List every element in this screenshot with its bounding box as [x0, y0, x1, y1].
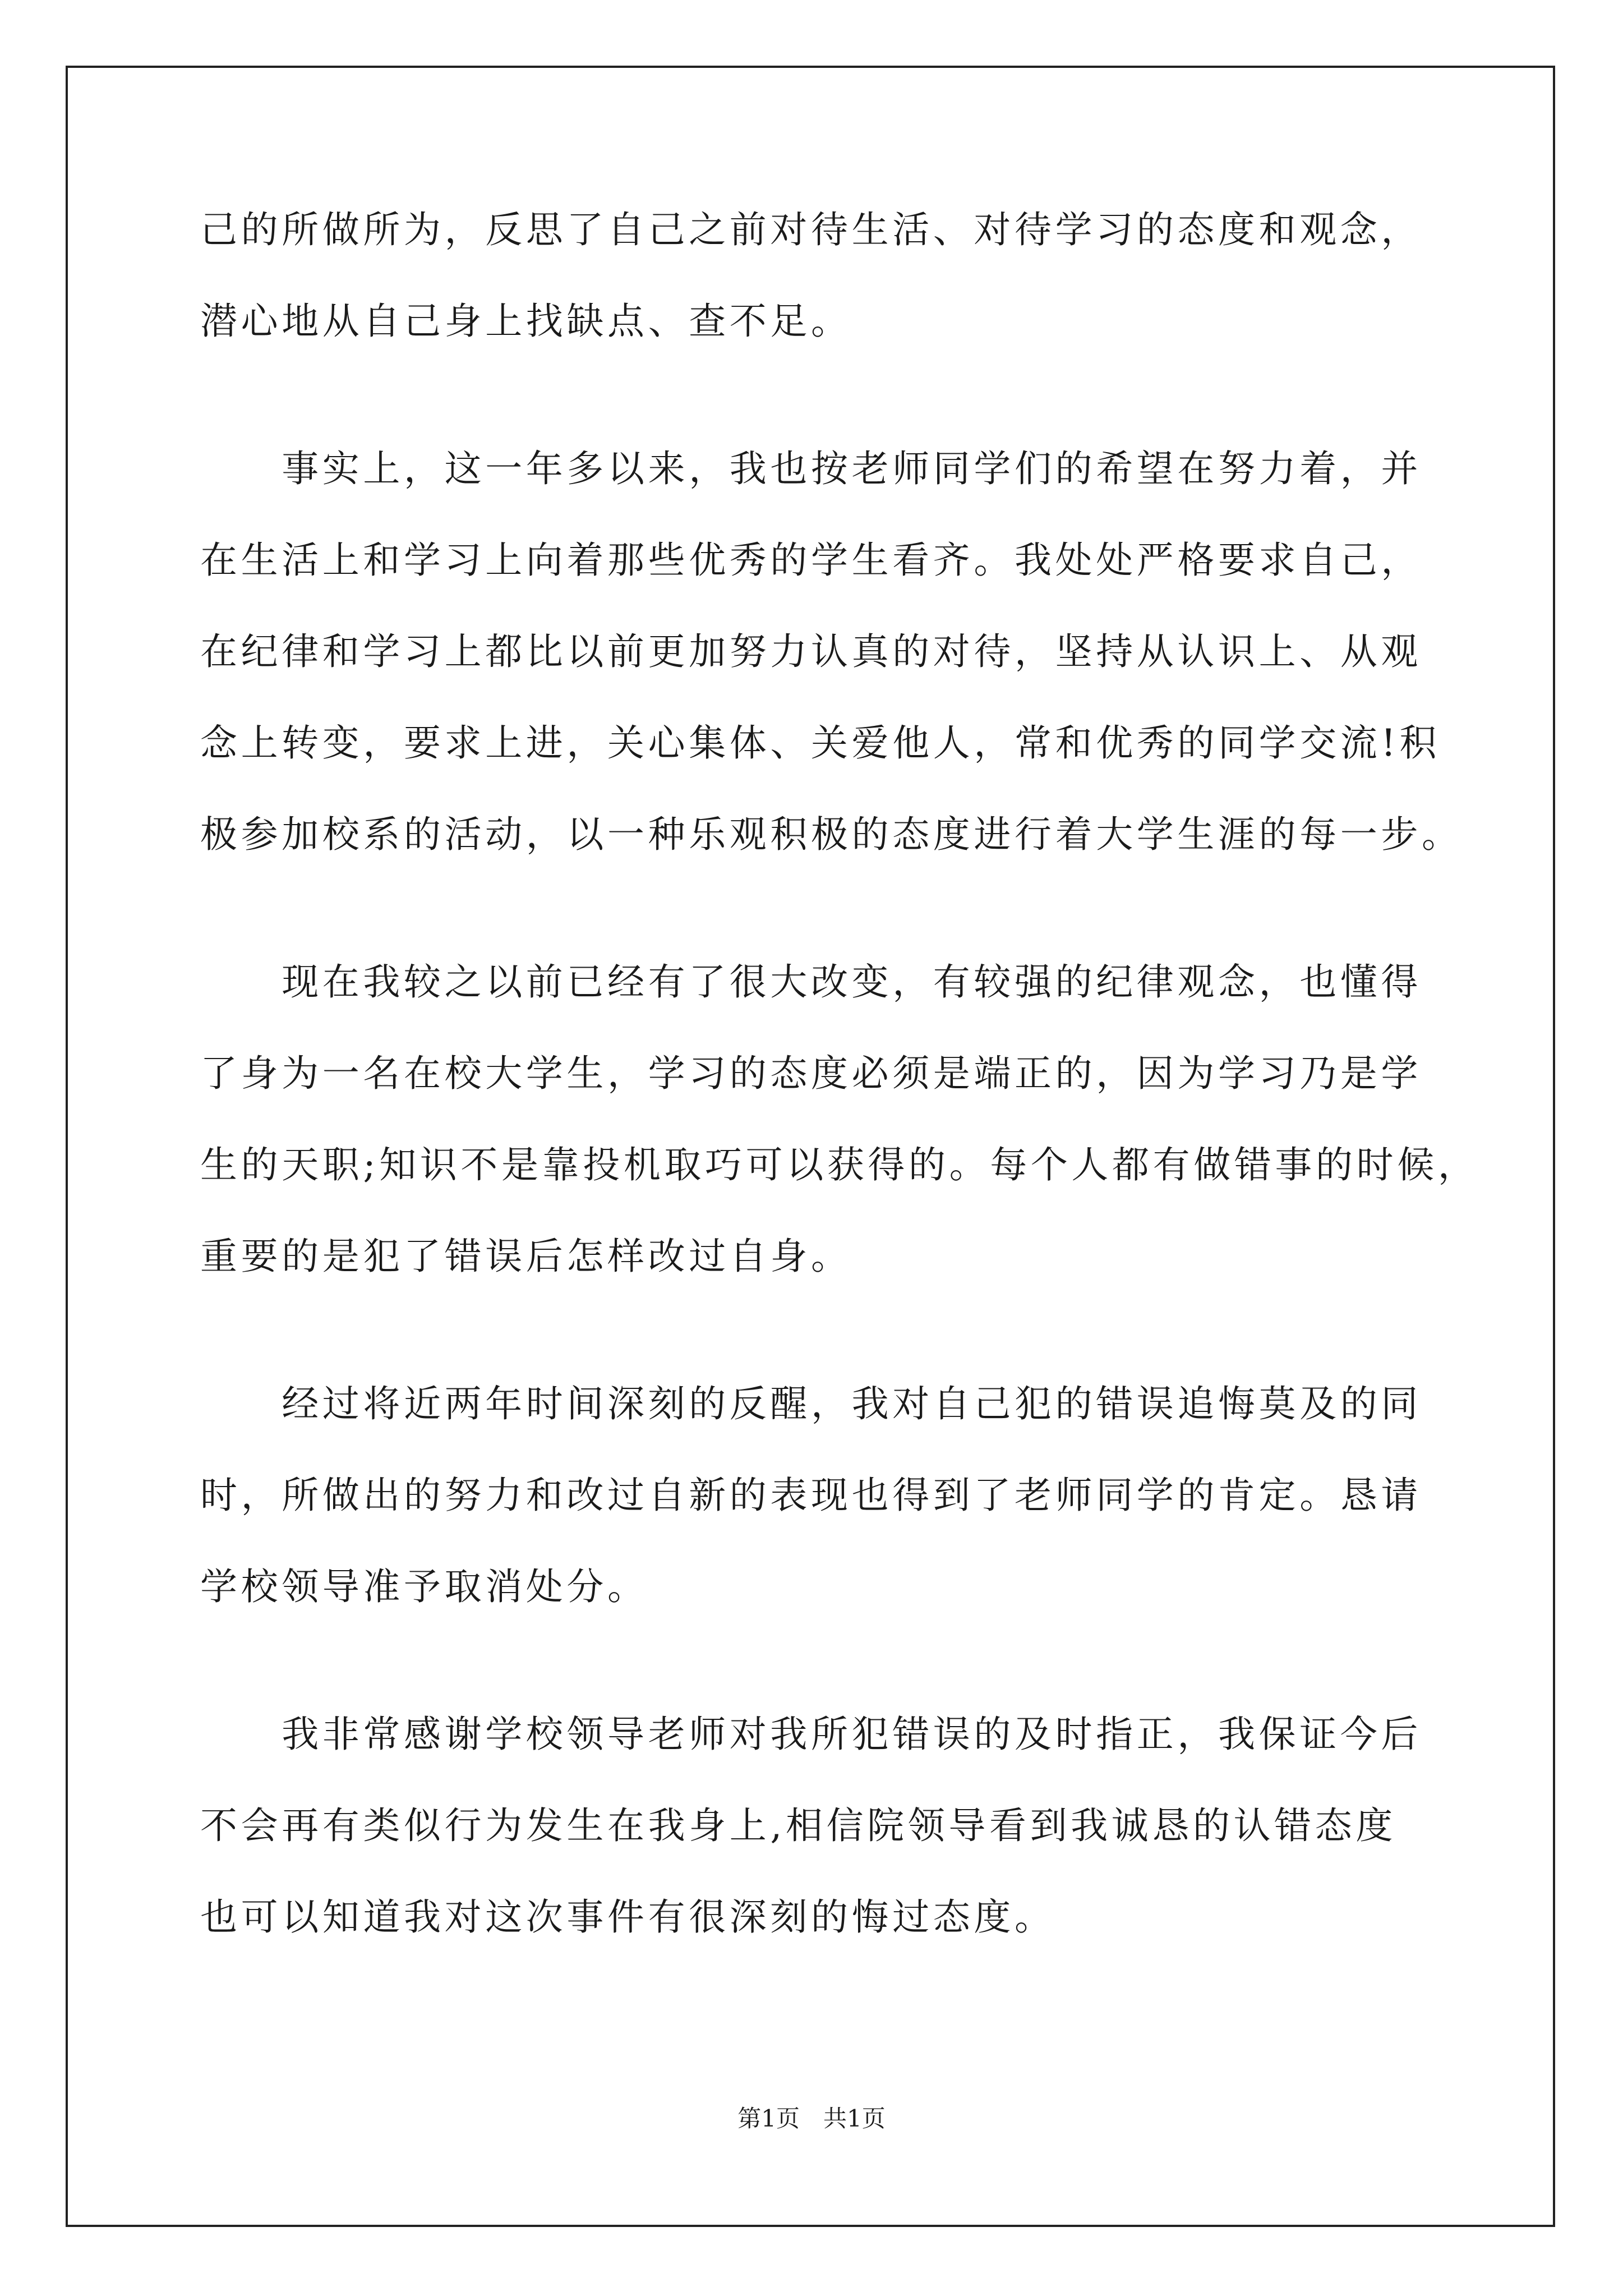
text-line: 了身为一名在校大学生，学习的态度必须是端正的，因为学习乃是学 — [200, 1052, 1422, 1095]
text-line: 在纪律和学习上都比以前更加努力认真的对待，坚持从认识上、从观 — [200, 630, 1422, 673]
text-line: 生的天职;知识不是靠投机取巧可以获得的。每个人都有做错事的时候， — [200, 1143, 1479, 1186]
text-line: 时，所做出的努力和改过自新的表现也得到了老师同学的肯定。恳请 — [200, 1474, 1422, 1517]
text-line: 在生活上和学习上向着那些优秀的学生看齐。我处处严格要求自己， — [200, 539, 1422, 582]
text-line: 重要的是犯了错误后怎样改过自身。 — [200, 1235, 852, 1278]
text-line: 经过将近两年时间深刻的反醒，我对自己犯的错误追悔莫及的同 — [200, 1382, 1422, 1425]
text-line: 学校领导准予取消处分。 — [200, 1565, 648, 1608]
text-line: 极参加校系的活动，以一种乐观积极的态度进行着大学生涯的每一步。 — [200, 813, 1463, 856]
text-line: 我非常感谢学校领导老师对我所犯错误的及时指正，我保证今后 — [200, 1713, 1422, 1756]
text-line: 潜心地从自己身上找缺点、查不足。 — [200, 300, 852, 343]
text-line: 念上转变，要求上进，关心集体、关爱他人，常和优秀的同学交流!积 — [200, 721, 1441, 765]
page-number: 第1页 共1页 — [737, 2105, 886, 2132]
text-line: 不会再有类似行为发生在我身上,相信院领导看到我诚恳的认错态度 — [200, 1804, 1396, 1847]
text-line: 也可以知道我对这次事件有很深刻的悔过态度。 — [200, 1895, 1055, 1939]
text-line: 事实上，这一年多以来，我也按老师同学们的希望在努力着，并 — [200, 447, 1422, 490]
text-line: 现在我较之以前已经有了很大改变，有较强的纪律观念，也懂得 — [200, 960, 1422, 1004]
text-line: 己的所做所为，反思了自己之前对待生活、对待学习的态度和观念， — [200, 208, 1422, 251]
